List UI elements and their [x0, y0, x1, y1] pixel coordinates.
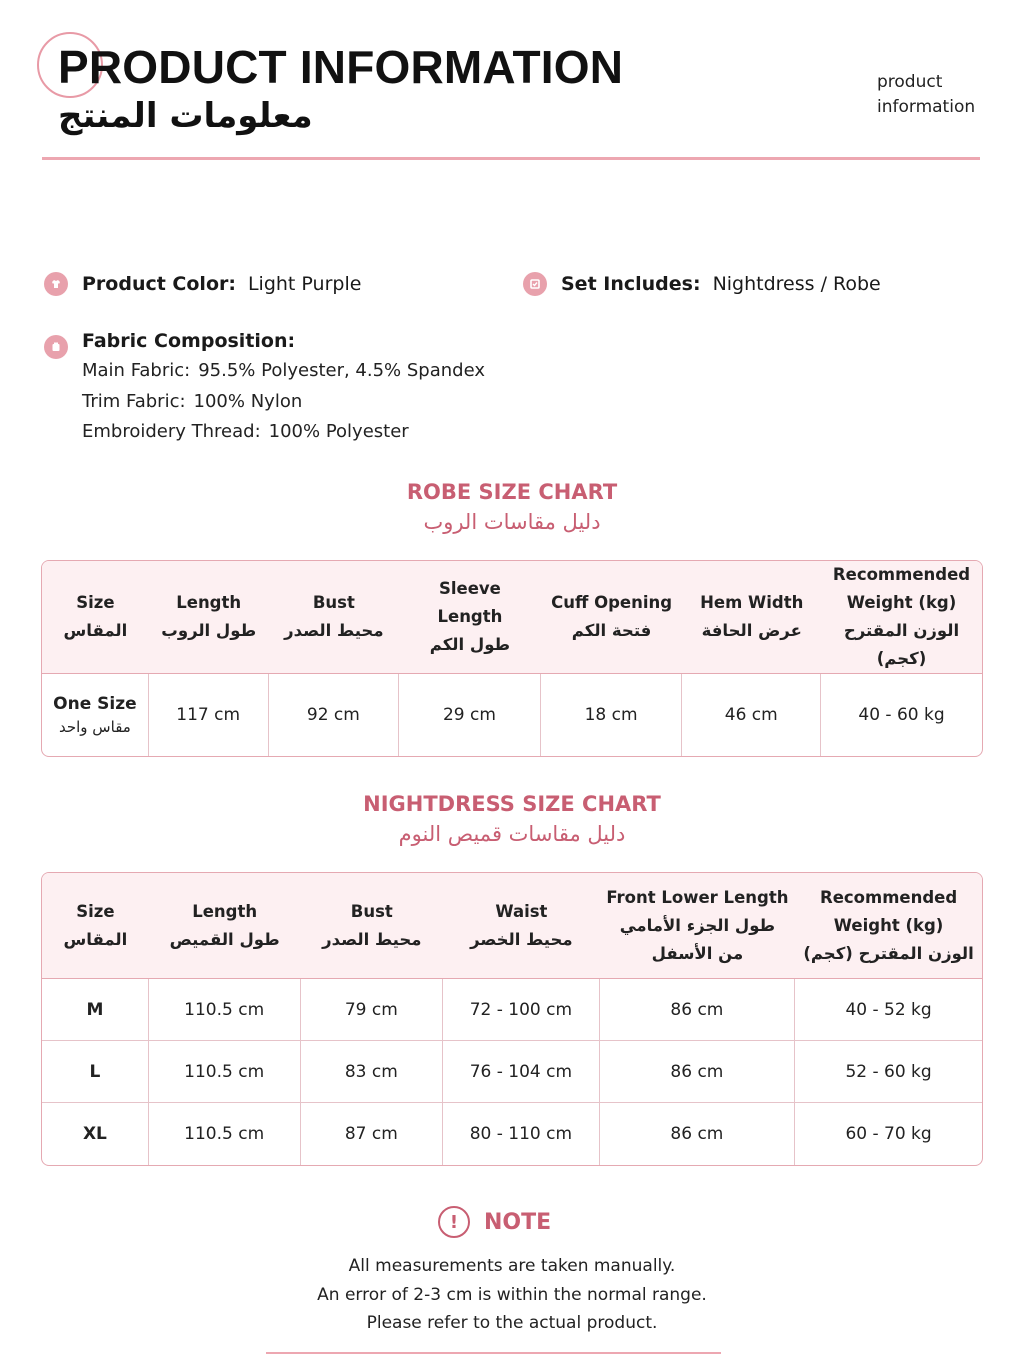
table-cell: 83 cm — [301, 1041, 444, 1103]
table-cell: 79 cm — [301, 979, 444, 1041]
set-includes-row — [523, 272, 881, 296]
table-cell: 110.5 cm — [149, 1103, 301, 1165]
table-cell: 110.5 cm — [149, 1041, 301, 1103]
note-heading — [438, 1206, 551, 1238]
header-size: Size المقاس — [42, 873, 149, 979]
header-length: Length طول القميص — [149, 873, 301, 979]
header-front-lower-length: Front Lower Length طول الجزء الأمامي من الأسفل — [600, 873, 795, 979]
set-icon — [523, 272, 547, 296]
table-cell: 86 cm — [600, 979, 795, 1041]
robe-chart-title-arabic: دليل مقاسات الروب — [423, 510, 601, 534]
fabric-icon — [44, 335, 68, 359]
nightdress-chart-title-arabic: دليل مقاسات قميص النوم — [398, 822, 626, 846]
table-cell: 40 - 60 kg — [858, 705, 945, 725]
table-cell: 72 - 100 cm — [443, 979, 600, 1041]
size-cell: M — [42, 979, 149, 1041]
note-line: All measurements are taken manually. — [348, 1256, 676, 1276]
page-title: PRODUCT INFORMATION — [58, 41, 624, 93]
note-text — [0, 1252, 1024, 1338]
note-title: NOTE — [484, 1209, 552, 1235]
table-row — [42, 1103, 982, 1165]
header-bust: Bust محيط الصدر — [269, 561, 400, 674]
table-cell: 110.5 cm — [149, 979, 301, 1041]
size-cell: One Size مقاس واحد — [42, 674, 149, 756]
header-length: Length طول الروب — [149, 561, 269, 674]
fabric-key: Main Fabric: — [82, 360, 191, 381]
set-includes-label: Set Includes: — [561, 273, 701, 295]
table-cell: 46 cm — [682, 674, 821, 756]
page-title-arabic: معلومات المنتج — [58, 96, 313, 136]
corner-label — [877, 70, 975, 120]
header-cuff-opening: Cuff Opening فتحة الكم — [541, 561, 683, 674]
set-includes-value: Nightdress / Robe — [712, 273, 881, 295]
table-cell: 40 - 52 kg — [795, 979, 982, 1041]
table-cell: 60 - 70 kg — [845, 1124, 932, 1144]
table-row — [42, 674, 982, 756]
fabric-value: 100% Nylon — [193, 390, 303, 412]
bottom-divider — [266, 1352, 721, 1354]
header-waist: Waist محيط الخصر — [443, 873, 600, 979]
exclamation-icon: ! — [438, 1206, 470, 1238]
table-cell: 29 cm — [399, 674, 541, 756]
fabric-key: Trim Fabric: — [82, 390, 186, 412]
product-color-value: Light Purple — [247, 273, 362, 295]
fabric-value: 100% Polyester — [268, 421, 409, 442]
table-cell: 92 cm — [269, 674, 400, 756]
header-size: Size المقاس — [42, 561, 149, 674]
fabric-composition-list — [82, 356, 485, 448]
nightdress-size-table — [41, 872, 983, 1166]
size-cell: L — [42, 1041, 149, 1103]
corner-label-line: product — [877, 72, 943, 92]
table-cell: 86 cm — [600, 1103, 795, 1165]
header-recommended-weight: Recommended Weight (kg) الوزن المقترح (كجم) — [795, 873, 982, 979]
fabric-line — [82, 417, 485, 448]
robe-size-table — [41, 560, 983, 757]
table-cell: 87 cm — [301, 1103, 444, 1165]
nightdress-chart-heading — [0, 792, 1024, 846]
product-color-row — [44, 272, 361, 296]
note-line: Please refer to the actual product. — [366, 1313, 658, 1333]
header-divider — [42, 157, 980, 160]
color-icon — [44, 272, 68, 296]
nightdress-chart-title: NIGHTDRESS SIZE CHART — [363, 792, 661, 816]
robe-chart-heading — [0, 480, 1024, 534]
size-cell: XL — [42, 1103, 149, 1165]
table-cell: 52 - 60 kg — [795, 1041, 982, 1103]
fabric-value: 95.5% Polyester, 4.5% Spandex — [198, 360, 486, 381]
note-line: An error of 2-3 cm is within the normal range. — [317, 1284, 707, 1305]
header-sleeve-length: Sleeve Length طول الكم — [399, 561, 541, 674]
table-header-row — [42, 561, 982, 674]
fabric-composition-row — [44, 323, 307, 359]
table-cell: 117 cm — [149, 674, 269, 756]
corner-label-line: information — [877, 97, 976, 117]
header-hem-width: Hem Width عرض الحافة — [682, 561, 821, 674]
robe-chart-title: ROBE SIZE CHART — [406, 480, 618, 504]
product-color-label: Product Color: — [82, 273, 236, 295]
table-cell: 86 cm — [600, 1041, 795, 1103]
table-cell: 76 - 104 cm — [443, 1041, 600, 1103]
fabric-composition-label: Fabric Composition: — [82, 330, 296, 352]
table-header-row — [42, 873, 982, 979]
table-row — [42, 979, 982, 1041]
header-recommended-weight: Recommended Weight (kg) الوزن المقترح (كجم) — [821, 561, 982, 674]
fabric-line — [82, 387, 485, 418]
fabric-key: Embroidery Thread: — [82, 421, 261, 442]
fabric-line — [82, 356, 485, 387]
table-cell: 80 - 110 cm — [443, 1103, 600, 1165]
table-row — [42, 1041, 982, 1103]
header-bust: Bust محيط الصدر — [301, 873, 444, 979]
table-cell: 18 cm — [541, 674, 683, 756]
